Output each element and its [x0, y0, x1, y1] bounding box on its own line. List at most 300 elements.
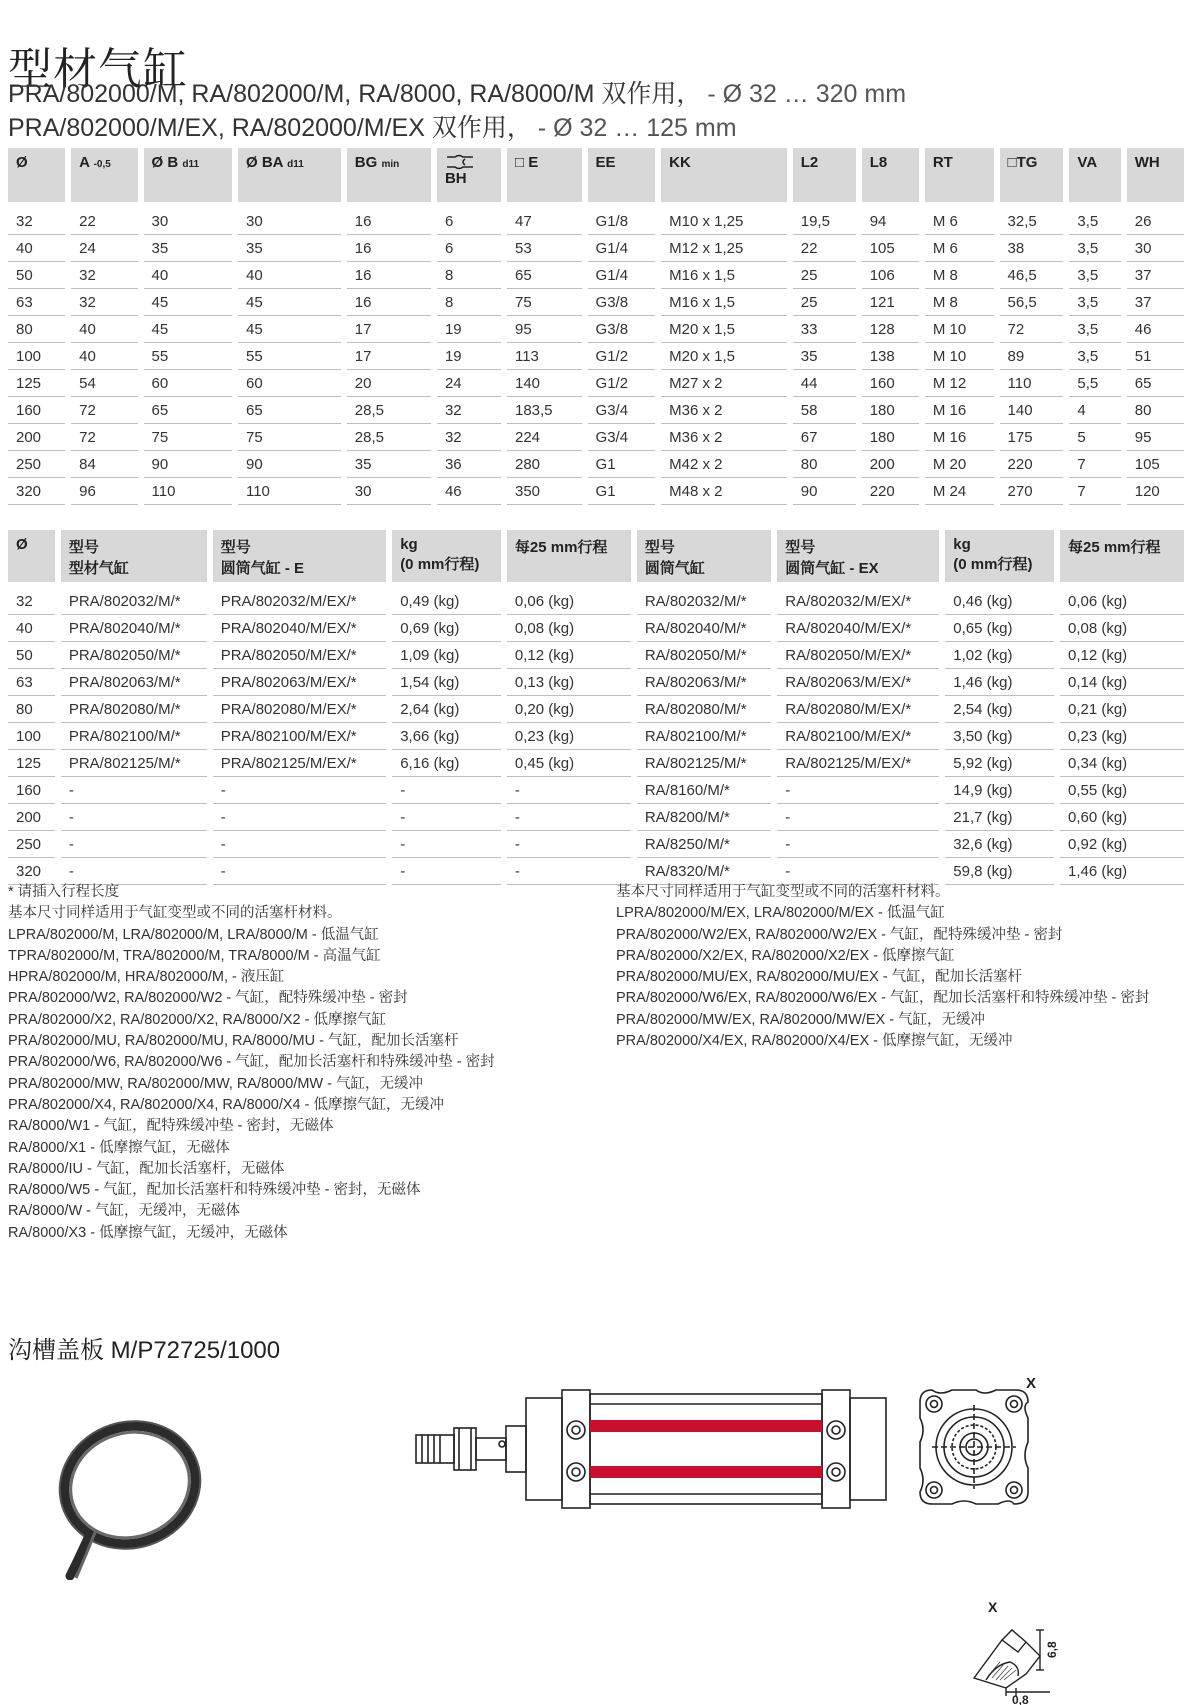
- table-cell: -: [777, 858, 939, 885]
- table-cell: 30: [347, 478, 431, 505]
- weight-header-line1: kg: [400, 536, 418, 553]
- table-cell: 180: [862, 424, 919, 451]
- table-cell: 59,8 (kg): [945, 858, 1054, 885]
- table-cell: M36 x 2: [661, 424, 787, 451]
- table-cell: 0,65 (kg): [945, 615, 1054, 642]
- table-cell: M12 x 1,25: [661, 235, 787, 262]
- table-cell: RA/802032/M/*: [637, 582, 771, 615]
- table-row: [8, 262, 1184, 289]
- table-cell: 0,06 (kg): [1060, 582, 1184, 615]
- table-cell: 95: [1127, 424, 1184, 451]
- note-line: * 请插入行程长度: [8, 884, 120, 900]
- table-cell: 1,46 (kg): [1060, 858, 1184, 885]
- table-cell: 80: [8, 316, 65, 343]
- table-cell: 160: [862, 370, 919, 397]
- table-cell: 65: [238, 397, 341, 424]
- table-cell: 46: [1127, 316, 1184, 343]
- subtitle-2-range: - Ø 32 … 125 mm: [537, 114, 737, 142]
- groove-stripe-upper: [590, 1420, 822, 1432]
- dims-header-0: [8, 148, 65, 202]
- table-cell: 80: [1127, 397, 1184, 424]
- table-row: [8, 343, 1184, 370]
- table-cell: 3,5: [1069, 343, 1120, 370]
- table-cell: 38: [1000, 235, 1064, 262]
- table-cell: RA/802032/M/EX/*: [777, 582, 939, 615]
- table-cell: 33: [793, 316, 856, 343]
- table-row: [8, 777, 1184, 804]
- weight-header-4: [507, 530, 631, 582]
- table-row: [8, 696, 1184, 723]
- table-cell: -: [213, 831, 386, 858]
- table-row: [8, 858, 1184, 885]
- table-cell: 20: [347, 370, 431, 397]
- table-cell: 0,69 (kg): [392, 615, 501, 642]
- table-cell: 3,50 (kg): [945, 723, 1054, 750]
- table-cell: 45: [144, 316, 232, 343]
- dims-header-10: [862, 148, 919, 202]
- table-cell: RA/802050/M/EX/*: [777, 642, 939, 669]
- table-cell: 84: [71, 451, 137, 478]
- note-line: PRA/802000/W2/EX, RA/802000/W2/EX - 气缸，配特殊缓冲垫 - 密封: [616, 926, 1063, 943]
- table-cell: 3,5: [1069, 316, 1120, 343]
- note-line: PRA/802000/MU/EX, RA/802000/MU/EX - 气缸，配加长活塞杆: [616, 969, 1023, 986]
- table-cell: 60: [238, 370, 341, 397]
- table-cell: 44: [793, 370, 856, 397]
- notes-right: [616, 882, 1149, 1052]
- note-line: PRA/802000/W2, RA/802000/W2 - 气缸，配特殊缓冲垫 - 密封: [8, 990, 408, 1007]
- table-cell: 3,66 (kg): [392, 723, 501, 750]
- note-line: PRA/802000/W6, RA/802000/W6 - 气缸，配加长活塞杆和特殊缓冲垫 - 密封: [8, 1054, 495, 1071]
- table-cell: RA/8160/M/*: [637, 777, 771, 804]
- table-cell: 75: [238, 424, 341, 451]
- table-cell: 32: [437, 424, 501, 451]
- note-line: PRA/802000/X2/EX, RA/802000/X2/EX - 低摩擦气缸: [616, 947, 955, 964]
- table-cell: 63: [8, 669, 55, 696]
- weight-header-1: [61, 530, 207, 582]
- dim-6-8-label: 6,8: [1045, 1641, 1059, 1658]
- table-cell: RA/802040/M/EX/*: [777, 615, 939, 642]
- table-cell: 37: [1127, 262, 1184, 289]
- table-row: [8, 723, 1184, 750]
- table-cell: 32: [8, 582, 55, 615]
- note-line: RA/8000/W5 - 气缸，配加长活塞杆和特殊缓冲垫 - 密封，无磁体: [8, 1182, 421, 1199]
- weight-header-line1: 型号: [220, 539, 251, 556]
- dims-header-label: A: [79, 154, 90, 171]
- table-cell: 51: [1127, 343, 1184, 370]
- table-cell: M 16: [925, 397, 994, 424]
- weight-header-line1: 每25 mm行程: [514, 539, 608, 556]
- table-cell: RA/802125/M/EX/*: [777, 750, 939, 777]
- table-cell: 50: [8, 262, 65, 289]
- dims-header-5: [437, 148, 501, 202]
- table-cell: M42 x 2: [661, 451, 787, 478]
- groove-stripe-lower: [590, 1466, 822, 1478]
- table-cell: 128: [862, 316, 919, 343]
- note-line: PRA/802000/X4/EX, RA/802000/X4/EX - 低摩擦气缸，无缓冲: [616, 1033, 1013, 1050]
- table-cell: 32,5: [1000, 202, 1064, 235]
- table-cell: 0,14 (kg): [1060, 669, 1184, 696]
- table-cell: -: [61, 804, 207, 831]
- table-cell: 28,5: [347, 397, 431, 424]
- table-cell: 0,60 (kg): [1060, 804, 1184, 831]
- table-row: [8, 235, 1184, 262]
- table-cell: -: [392, 804, 501, 831]
- dims-header-9: [793, 148, 856, 202]
- weight-header-line1: 型号: [785, 539, 816, 556]
- table-cell: RA/8250/M/*: [637, 831, 771, 858]
- table-cell: 180: [862, 397, 919, 424]
- table-cell: RA/802050/M/*: [637, 642, 771, 669]
- table-cell: RA/802063/M/EX/*: [777, 669, 939, 696]
- weight-header-2: [213, 530, 386, 582]
- note-line: PRA/802000/X2, RA/802000/X2, RA/8000/X2 - 低摩擦气缸: [8, 1011, 387, 1028]
- weight-header-line2: (0 mm行程): [400, 556, 480, 573]
- table-cell: 90: [793, 478, 856, 505]
- table-cell: 65: [144, 397, 232, 424]
- table-cell: 55: [144, 343, 232, 370]
- dims-header-6: [507, 148, 582, 202]
- groove-cover-title: 沟槽盖板 M/P72725/1000: [8, 1337, 281, 1364]
- dims-header-8: [661, 148, 787, 202]
- table-cell: 200: [862, 451, 919, 478]
- table-cell: 16: [347, 262, 431, 289]
- dims-header-label: □TG: [1007, 154, 1038, 171]
- table-cell: 50: [8, 642, 55, 669]
- table-cell: PRA/802100/M/*: [61, 723, 207, 750]
- dimensions-table: [2, 148, 1190, 505]
- table-cell: 1,46 (kg): [945, 669, 1054, 696]
- table-cell: 105: [862, 235, 919, 262]
- table-cell: 30: [238, 202, 341, 235]
- table-cell: 67: [793, 424, 856, 451]
- table-cell: -: [507, 777, 631, 804]
- table-cell: 106: [862, 262, 919, 289]
- weight-header-line1: kg: [953, 536, 971, 553]
- table-cell: 17: [347, 343, 431, 370]
- table-cell: M16 x 1,5: [661, 262, 787, 289]
- weight-header-7: [945, 530, 1054, 582]
- table-cell: 65: [1127, 370, 1184, 397]
- table-cell: G3/8: [588, 316, 656, 343]
- table-row: [8, 478, 1184, 505]
- table-cell: G1/4: [588, 235, 656, 262]
- weight-header-0: [8, 530, 55, 582]
- section-x-label-1: X: [1026, 1375, 1037, 1392]
- table-cell: 3,5: [1069, 202, 1120, 235]
- table-cell: -: [777, 777, 939, 804]
- table-cell: M 6: [925, 202, 994, 235]
- table-cell: 16: [347, 202, 431, 235]
- table-cell: M20 x 1,5: [661, 343, 787, 370]
- note-line: LPRA/802000/M, LRA/802000/M, LRA/8000/M - 低温气缸: [8, 926, 379, 943]
- table-cell: -: [507, 831, 631, 858]
- table-cell: RA/802080/M/*: [637, 696, 771, 723]
- table-cell: 320: [8, 858, 55, 885]
- table-cell: M27 x 2: [661, 370, 787, 397]
- note-line: RA/8000/W - 气缸，无缓冲，无磁体: [8, 1203, 241, 1220]
- table-cell: 7: [1069, 478, 1120, 505]
- table-cell: 35: [347, 451, 431, 478]
- note-line: PRA/802000/MW/EX, RA/802000/MW/EX - 气缸，无缓冲: [616, 1011, 986, 1028]
- table-cell: 110: [238, 478, 341, 505]
- table-cell: 75: [144, 424, 232, 451]
- table-cell: 3,5: [1069, 262, 1120, 289]
- table-row: [8, 316, 1184, 343]
- table-cell: 224: [507, 424, 582, 451]
- subtitle-line-2: [8, 108, 737, 144]
- table-cell: 6,16 (kg): [392, 750, 501, 777]
- table-cell: RA/802080/M/EX/*: [777, 696, 939, 723]
- table-cell: M36 x 2: [661, 397, 787, 424]
- note-line: HPRA/802000/M, HRA/802000/M, - 液压缸: [8, 969, 285, 986]
- table-cell: 200: [8, 804, 55, 831]
- table-cell: 75: [507, 289, 582, 316]
- table-cell: PRA/802125/M/EX/*: [213, 750, 386, 777]
- table-cell: 65: [507, 262, 582, 289]
- table-row: [8, 642, 1184, 669]
- table-cell: 25: [793, 262, 856, 289]
- table-cell: 1,02 (kg): [945, 642, 1054, 669]
- table-cell: 220: [1000, 451, 1064, 478]
- table-cell: 90: [144, 451, 232, 478]
- weight-header-5: [637, 530, 771, 582]
- table-cell: 0,12 (kg): [1060, 642, 1184, 669]
- note-line: RA/8000/IU - 气缸，配加长活塞杆，无磁体: [8, 1160, 285, 1177]
- table-cell: 200: [8, 424, 65, 451]
- table-cell: PRA/802080/M/EX/*: [213, 696, 386, 723]
- table-cell: 125: [8, 370, 65, 397]
- table-cell: RA/802100/M/EX/*: [777, 723, 939, 750]
- table-cell: 22: [71, 202, 137, 235]
- table-cell: -: [213, 777, 386, 804]
- table-cell: 0,92 (kg): [1060, 831, 1184, 858]
- table-cell: M16 x 1,5: [661, 289, 787, 316]
- table-cell: 46,5: [1000, 262, 1064, 289]
- table-cell: -: [213, 858, 386, 885]
- weight-header-line1: 每25 mm行程: [1067, 539, 1161, 556]
- cylinder-side-view-drawing: [414, 1380, 894, 1520]
- table-cell: M48 x 2: [661, 478, 787, 505]
- table-cell: 0,08 (kg): [507, 615, 631, 642]
- table-cell: PRA/802080/M/*: [61, 696, 207, 723]
- table-cell: G1/2: [588, 343, 656, 370]
- dims-header-3: [238, 148, 341, 202]
- table-cell: 54: [71, 370, 137, 397]
- table-cell: 0,08 (kg): [1060, 615, 1184, 642]
- table-cell: 14,9 (kg): [945, 777, 1054, 804]
- table-row: [8, 451, 1184, 478]
- table-cell: -: [213, 804, 386, 831]
- weight-header-line2: 圆筒气缸: [644, 560, 705, 577]
- table-cell: 89: [1000, 343, 1064, 370]
- table-cell: PRA/802032/M/*: [61, 582, 207, 615]
- weight-header-line1: Ø: [16, 536, 28, 553]
- table-cell: PRA/802032/M/EX/*: [213, 582, 386, 615]
- weight-header-line2: 型材气缸: [68, 560, 129, 577]
- table-row: [8, 582, 1184, 615]
- table-cell: 53: [507, 235, 582, 262]
- table-cell: 140: [1000, 397, 1064, 424]
- table-cell: 120: [1127, 478, 1184, 505]
- table-cell: 220: [862, 478, 919, 505]
- table-cell: 110: [144, 478, 232, 505]
- note-line: PRA/802000/MU, RA/802000/MU, RA/8000/MU - 气缸，配加长活塞杆: [8, 1033, 459, 1050]
- table-cell: M 8: [925, 289, 994, 316]
- table-cell: 28,5: [347, 424, 431, 451]
- table-cell: G1/8: [588, 202, 656, 235]
- table-cell: 100: [8, 723, 55, 750]
- table-cell: 94: [862, 202, 919, 235]
- table-cell: 72: [71, 424, 137, 451]
- table-cell: 250: [8, 831, 55, 858]
- table-cell: 280: [507, 451, 582, 478]
- table-cell: 0,23 (kg): [1060, 723, 1184, 750]
- table-row: [8, 289, 1184, 316]
- detail-x-label: X: [988, 1600, 998, 1615]
- table-cell: 26: [1127, 202, 1184, 235]
- table-cell: RA/802100/M/*: [637, 723, 771, 750]
- table-cell: RA/8200/M/*: [637, 804, 771, 831]
- weight-header-line2: 圆筒气缸 - E: [220, 560, 305, 577]
- table-cell: 250: [8, 451, 65, 478]
- table-cell: 5,92 (kg): [945, 750, 1054, 777]
- table-cell: M 20: [925, 451, 994, 478]
- detail-x-drawing: [966, 1600, 1076, 1705]
- dims-header-label: Ø BA: [245, 154, 283, 171]
- note-line: PRA/802000/W6/EX, RA/802000/W6/EX - 气缸，配加长活塞杆和特殊缓冲垫 - 密封: [616, 990, 1150, 1007]
- table-row: [8, 202, 1184, 235]
- table-cell: -: [61, 858, 207, 885]
- table-cell: 40: [8, 235, 65, 262]
- table-cell: 40: [144, 262, 232, 289]
- weight-table: [2, 530, 1190, 885]
- table-cell: G3/4: [588, 397, 656, 424]
- table-cell: 0,21 (kg): [1060, 696, 1184, 723]
- table-cell: 30: [1127, 235, 1184, 262]
- table-row: [8, 750, 1184, 777]
- table-cell: RA/802040/M/*: [637, 615, 771, 642]
- table-cell: 45: [144, 289, 232, 316]
- subtitle-1-range: - Ø 32 … 320 mm: [707, 80, 907, 108]
- dims-header-label: BG: [354, 154, 378, 171]
- table-cell: 138: [862, 343, 919, 370]
- table-cell: 16: [347, 289, 431, 316]
- table-cell: PRA/802063/M/*: [61, 669, 207, 696]
- table-cell: 32,6 (kg): [945, 831, 1054, 858]
- groove-cover-coil-image: [48, 1410, 208, 1580]
- table-cell: 0,55 (kg): [1060, 777, 1184, 804]
- table-cell: 32: [71, 289, 137, 316]
- table-cell: 24: [437, 370, 501, 397]
- table-cell: 47: [507, 202, 582, 235]
- table-cell: 7: [1069, 451, 1120, 478]
- table-cell: 0,45 (kg): [507, 750, 631, 777]
- table-cell: 19: [437, 343, 501, 370]
- table-cell: 320: [8, 478, 65, 505]
- note-line: RA/8000/X3 - 低摩擦气缸，无缓冲，无磁体: [8, 1224, 288, 1241]
- subtitle-2-text: PRA/802000/M/EX, RA/802000/M/EX 双作用，: [8, 114, 532, 142]
- dims-header-11: [925, 148, 994, 202]
- weight-header-line2: (0 mm行程): [953, 556, 1033, 573]
- table-cell: -: [392, 831, 501, 858]
- table-cell: 105: [1127, 451, 1184, 478]
- table-cell: 110: [1000, 370, 1064, 397]
- weight-header-8: [1060, 530, 1184, 582]
- table-cell: -: [392, 777, 501, 804]
- table-cell: 55: [238, 343, 341, 370]
- table-cell: 40: [238, 262, 341, 289]
- table-cell: 35: [144, 235, 232, 262]
- table-cell: M10 x 1,25: [661, 202, 787, 235]
- table-cell: G1: [588, 478, 656, 505]
- dims-header-label: VA: [1077, 154, 1098, 171]
- table-cell: 21,7 (kg): [945, 804, 1054, 831]
- table-cell: 56,5: [1000, 289, 1064, 316]
- table-cell: 1,54 (kg): [392, 669, 501, 696]
- table-cell: 0,12 (kg): [507, 642, 631, 669]
- table-cell: PRA/802050/M/*: [61, 642, 207, 669]
- table-cell: 140: [507, 370, 582, 397]
- table-cell: 0,23 (kg): [507, 723, 631, 750]
- subtitle-line-1: [8, 74, 906, 110]
- table-cell: RA/802125/M/*: [637, 750, 771, 777]
- table-cell: M 16: [925, 424, 994, 451]
- page-title: 型材气缸: [8, 45, 188, 95]
- cylinder-end-view-drawing: [910, 1370, 1040, 1520]
- dims-header-14: [1127, 148, 1184, 202]
- table-cell: G1/4: [588, 262, 656, 289]
- weight-header-6: [777, 530, 939, 582]
- note-line: PRA/802000/MW, RA/802000/MW, RA/8000/MW - 气缸，无缓冲: [8, 1075, 423, 1092]
- table-cell: PRA/802050/M/EX/*: [213, 642, 386, 669]
- table-cell: G1: [588, 451, 656, 478]
- table-cell: G3/8: [588, 289, 656, 316]
- table-cell: G1/2: [588, 370, 656, 397]
- table-cell: 0,20 (kg): [507, 696, 631, 723]
- table-cell: PRA/802100/M/EX/*: [213, 723, 386, 750]
- table-cell: 160: [8, 397, 65, 424]
- table-cell: 25: [793, 289, 856, 316]
- table-cell: 6: [437, 202, 501, 235]
- table-cell: 6: [437, 235, 501, 262]
- table-cell: 16: [347, 235, 431, 262]
- table-cell: 45: [238, 289, 341, 316]
- dims-header-label: Ø B: [151, 154, 179, 171]
- table-cell: RA/8320/M/*: [637, 858, 771, 885]
- dims-header-label: BH: [444, 170, 467, 187]
- table-cell: 36: [437, 451, 501, 478]
- table-cell: 40: [8, 615, 55, 642]
- dims-header-sub: -0,5: [93, 159, 111, 170]
- table-row: [8, 424, 1184, 451]
- dims-header-label: KK: [669, 154, 691, 171]
- table-cell: 63: [8, 289, 65, 316]
- table-cell: 0,13 (kg): [507, 669, 631, 696]
- table-cell: 30: [144, 202, 232, 235]
- table-cell: 270: [1000, 478, 1064, 505]
- table-row: [8, 397, 1184, 424]
- table-cell: -: [507, 804, 631, 831]
- table-cell: 3,5: [1069, 235, 1120, 262]
- table-cell: 46: [437, 478, 501, 505]
- table-cell: M 24: [925, 478, 994, 505]
- table-cell: 24: [71, 235, 137, 262]
- table-cell: 0,06 (kg): [507, 582, 631, 615]
- dim-0-8-label: 0,8: [1012, 1693, 1029, 1705]
- table-cell: 2,54 (kg): [945, 696, 1054, 723]
- table-cell: 8: [437, 262, 501, 289]
- table-cell: M20 x 1,5: [661, 316, 787, 343]
